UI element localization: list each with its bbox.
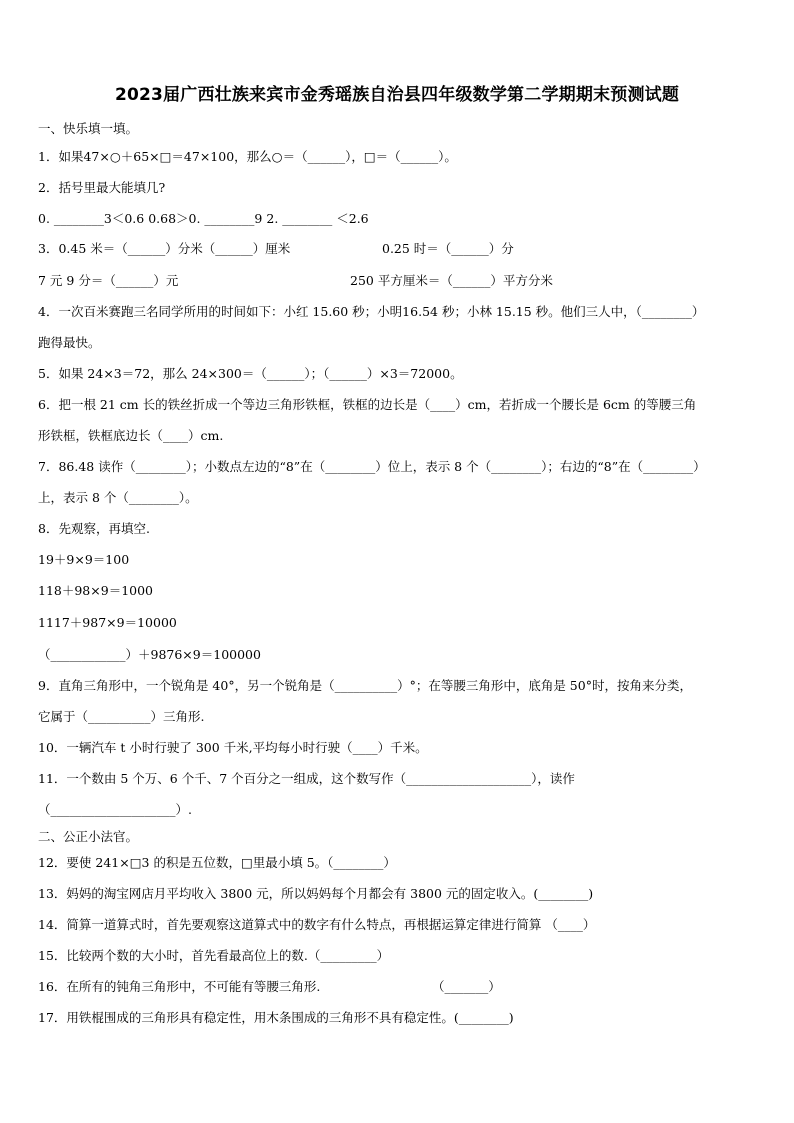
question-11: 11．一个数由 5 个万、6 个千、7 个百分之一组成，这个数写作（____________________），读作 (38, 771, 575, 786)
question-6: 6．把一根 21 cm 长的铁丝折成一个等边三角形铁框，铁框的边长是（____）cm，若折成一个腰长是 6cm 的等腰三角 (38, 397, 697, 412)
question-13: 13．妈妈的淘宝网店月平均收入 3800 元，所以妈妈每个月都会有 3800 元的固定收入。(________) (38, 886, 594, 901)
question-8-row-2: 118＋98×9＝1000 (38, 583, 154, 598)
question-16: 16．在所有的钝角三角形中，不可能有等腰三角形. (38, 979, 321, 994)
question-8-row-3: 1117＋987×9＝10000 (38, 615, 177, 630)
question-16-answer-blank: （_______） (432, 979, 501, 994)
question-6-cont: 形铁框，铁框底边长（____）cm. (38, 428, 224, 443)
page-title: 2023届广西壮族来宾市金秀瑶族自治县四年级数学第二学期期末预测试题 (114, 85, 680, 105)
question-10: 10．一辆汽车 t 小时行驶了 300 千米,平均每小时行驶（____）千米。 (38, 740, 428, 755)
question-4: 4．一次百米赛跑三名同学所用的时间如下：小红 15.60 秒；小明16.54 秒；小林 15.15 秒。他们三人中，（________） (38, 304, 705, 319)
question-2-items: 0. ________3＜0.6 0.68＞0. ________9 2. ________ ＜2.6 (38, 211, 369, 226)
question-1: 1．如果47×○＋65×□＝47×100，那么○＝（______），□＝（______）。 (38, 149, 457, 164)
section-heading-2: 二、公正小法官。 (38, 829, 139, 844)
question-14: 14．简算一道算式时，首先要观察这道算式中的数字有什么特点，再根据运算定律进行简算 （____） (38, 917, 596, 932)
question-3-c: 7 元 9 分＝（______）元 (38, 273, 179, 288)
question-8-row-1: 19＋9×9＝100 (38, 552, 130, 567)
question-9-cont: 它属于（__________）三角形. (38, 709, 205, 724)
question-17: 17．用铁棍围成的三角形具有稳定性，用木条围成的三角形不具有稳定性。(________) (38, 1010, 514, 1025)
question-8: 8．先观察，再填空. (38, 521, 150, 536)
question-7-cont: 上，表示 8 个（________）。 (38, 490, 198, 505)
question-3-a: 3．0.45 米＝（______）分米（______）厘米 (38, 241, 291, 256)
question-4-cont: 跑得最快。 (38, 335, 101, 350)
section-heading-1: 一、快乐填一填。 (38, 121, 139, 136)
question-2: 2．括号里最大能填几? (38, 180, 166, 195)
question-7: 7．86.48 读作（________）；小数点左边的“8”在（________）位上，表示 8 个（________）；右边的“8”在（________） (38, 459, 706, 474)
question-5: 5．如果 24×3＝72，那么 24×300＝（______）；（______）×3＝72000。 (38, 366, 463, 381)
question-12: 12．要使 241×□3 的积是五位数，□里最小填 5。（________） (38, 855, 396, 870)
question-9: 9．直角三角形中，一个锐角是 40°，另一个锐角是（__________）°；在等腰三角形中，底角是 50°时，按角来分类， (38, 678, 692, 693)
question-8-row-4: （____________）＋9876×9＝100000 (38, 647, 261, 662)
question-11-cont: （____________________）. (38, 802, 192, 817)
question-3-d: 250 平方厘米＝（______）平方分米 (350, 273, 553, 288)
question-3-b: 0.25 时＝（______）分 (382, 241, 514, 256)
question-15: 15．比较两个数的大小时，首先看最高位上的数.（_________） (38, 948, 390, 963)
